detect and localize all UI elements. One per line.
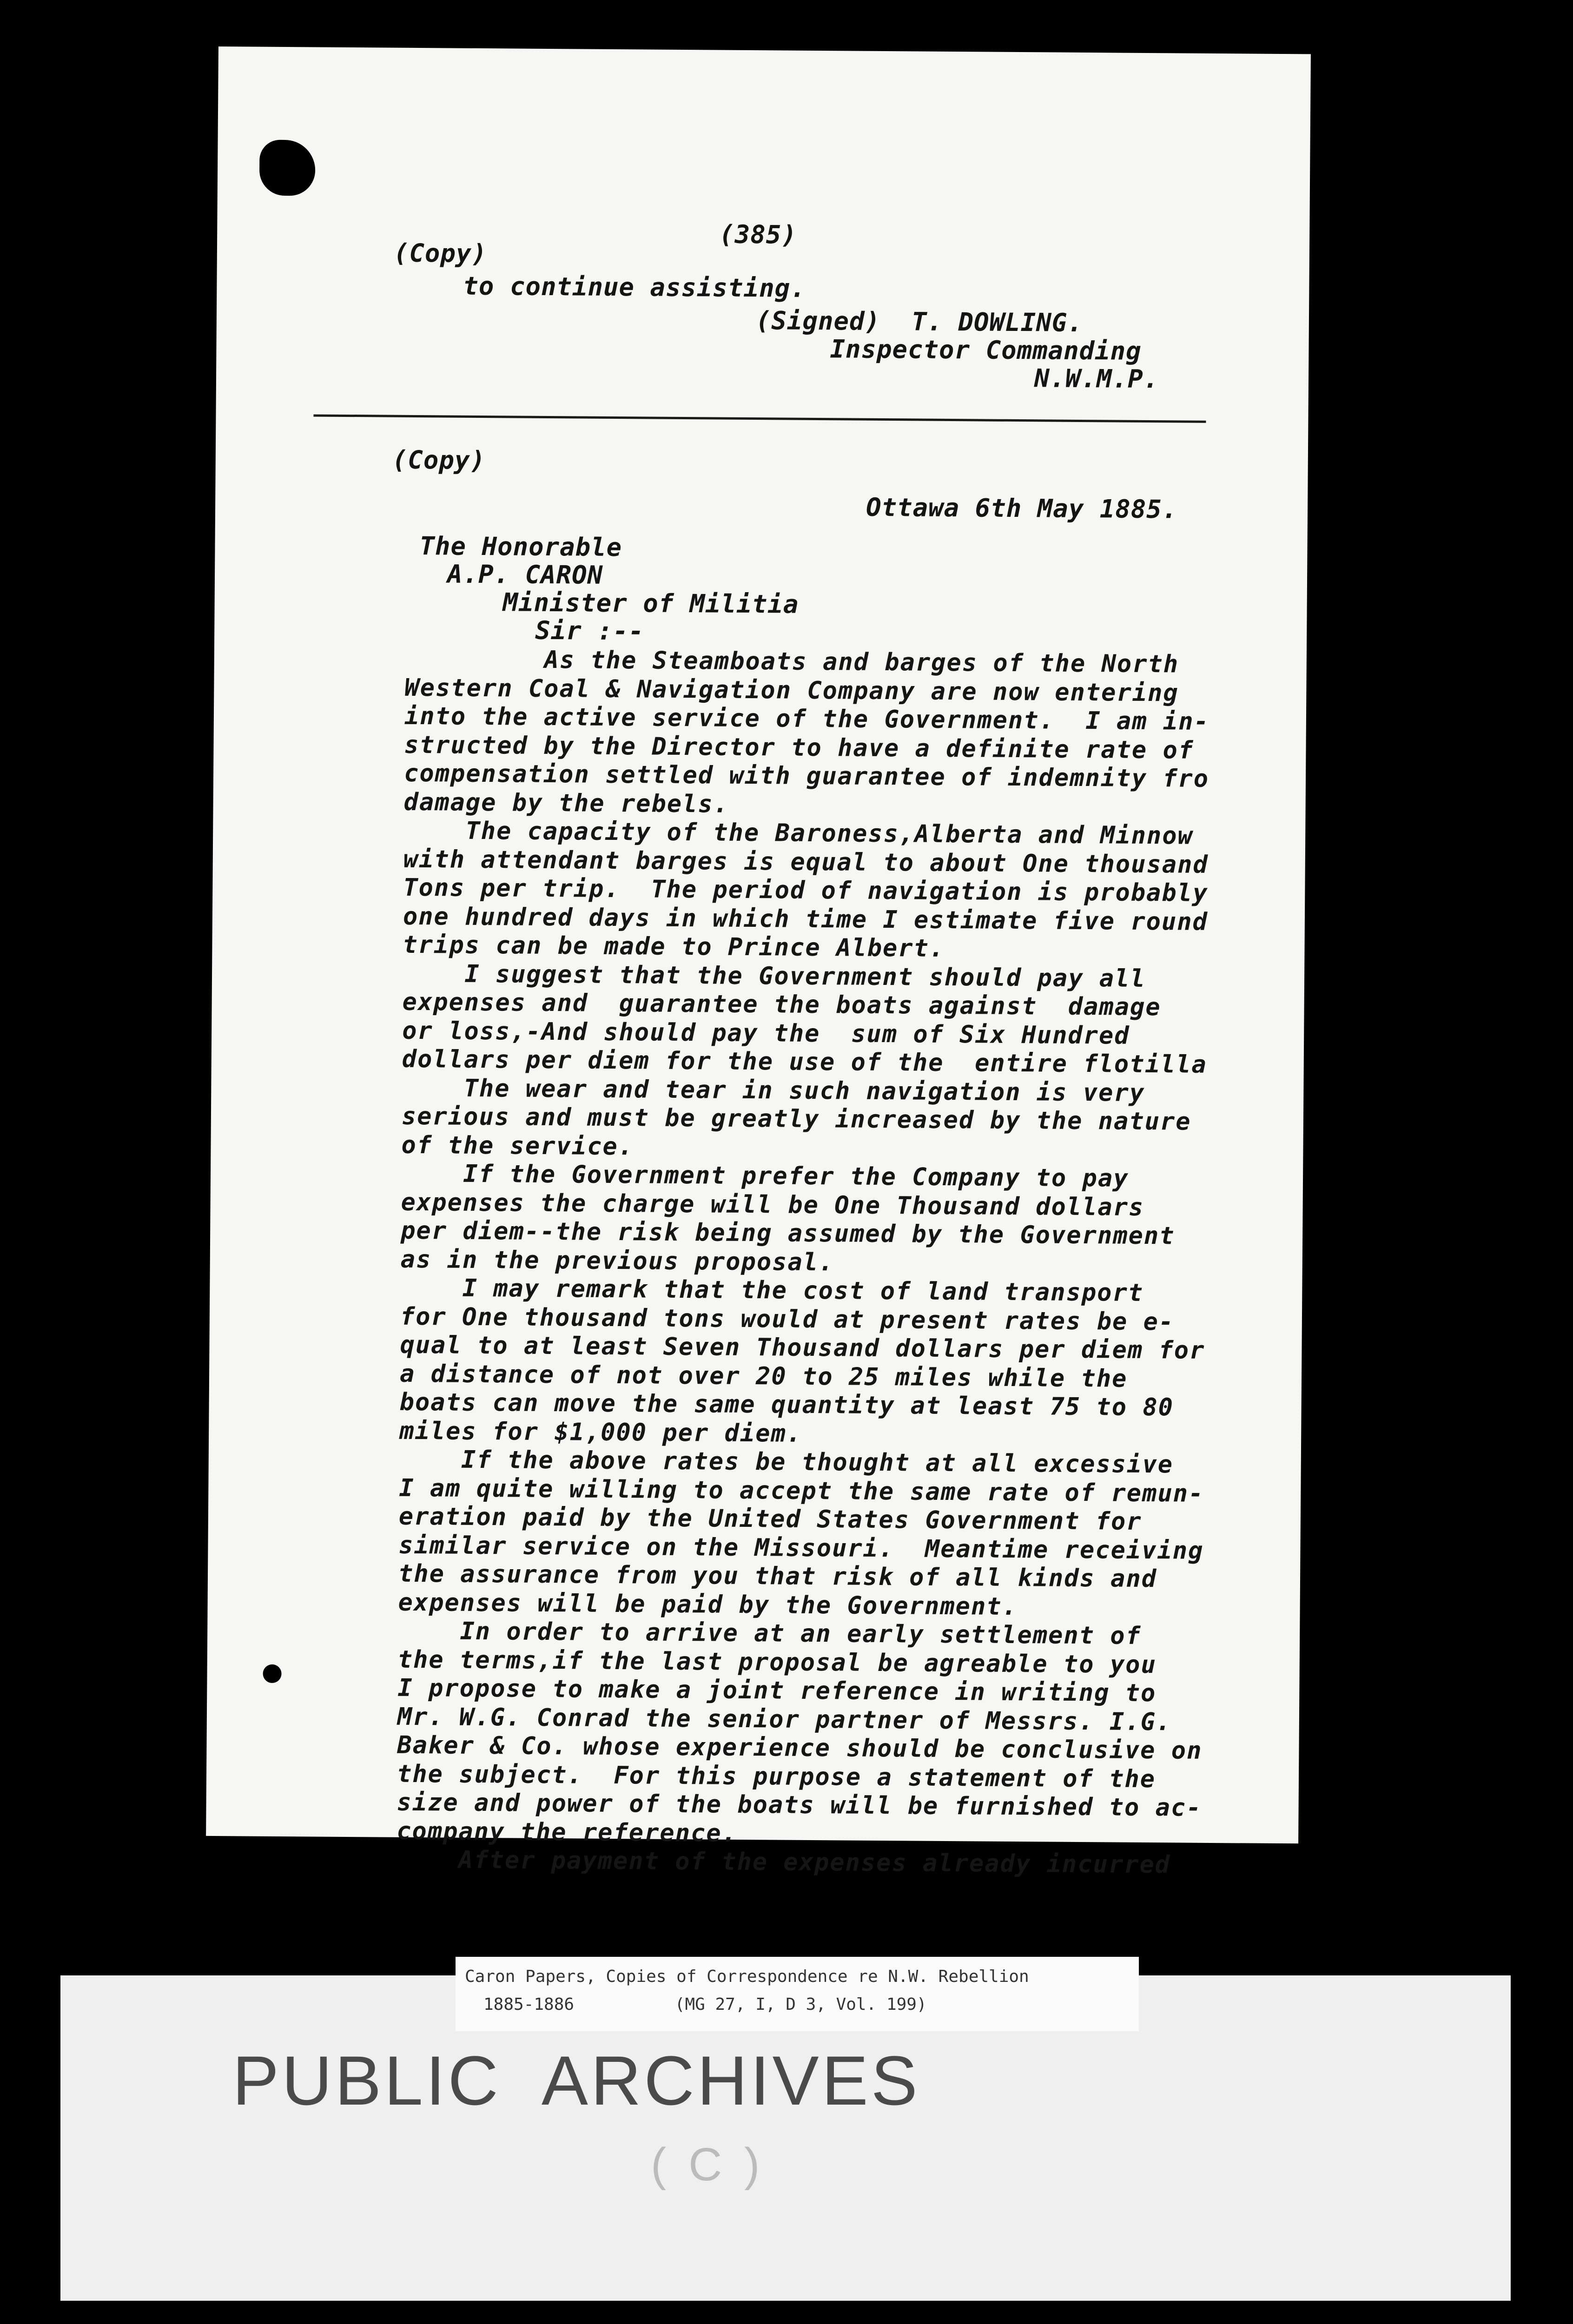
body-line: as in the previous proposal. bbox=[400, 1245, 834, 1276]
body-line: of the service. bbox=[401, 1131, 634, 1161]
archive-stamp-sub: ( C ) bbox=[651, 2139, 765, 2191]
archive-reference-line: 1885-1886 (MG 27, I, D 3, Vol. 199) bbox=[483, 1995, 927, 2014]
body-line: expenses the charge will be One Thousand dollars bbox=[401, 1188, 1144, 1221]
body-line: eration paid by the United States Government for bbox=[398, 1502, 1142, 1536]
body-line: miles for $1,000 per diem. bbox=[399, 1417, 802, 1448]
body-line: After payment of the expenses already incurred bbox=[396, 1845, 1171, 1879]
archive-reference-line: Caron Papers, Copies of Correspondence re N.W. Rebellion bbox=[465, 1967, 1029, 1986]
body-line: one hundred days in which time I estimate five round bbox=[403, 902, 1209, 936]
signatory-unit: N.W.M.P. bbox=[1034, 363, 1159, 394]
document-page bbox=[206, 46, 1311, 1879]
body-line: Baker & Co. whose experience should be conclusive on bbox=[397, 1731, 1203, 1765]
addressee-line: Minister of Militia bbox=[502, 588, 799, 619]
body-line: If the Government prefer the Company to pay bbox=[401, 1159, 1129, 1193]
body-line: The capacity of the Baroness,Alberta and Minnow bbox=[403, 816, 1194, 850]
body-line: serious and must be greatly increased by the nature bbox=[401, 1102, 1191, 1136]
body-line: boats can move the same quantity at least 75 to 80 bbox=[399, 1388, 1174, 1422]
body-line: expenses will be paid by the Government. bbox=[398, 1588, 1018, 1621]
divider-line bbox=[313, 414, 1206, 423]
body-line: a distance of not over 20 to 25 miles while the bbox=[399, 1360, 1128, 1393]
body-line: I suggest that the Government should pay all bbox=[402, 959, 1146, 993]
body-line: I may remark that the cost of land transport bbox=[400, 1274, 1144, 1307]
body-line: As the Steamboats and barges of the North bbox=[404, 645, 1179, 679]
body-line: structed by the Director to have a definite rate of bbox=[404, 731, 1194, 765]
body-line: the terms,if the last proposal be agreable to you bbox=[397, 1645, 1157, 1679]
body-line: The wear and tear in such navigation is very bbox=[402, 1074, 1145, 1107]
body-line: size and power of the boats will be furnished to ac- bbox=[397, 1788, 1202, 1822]
body-line: expenses and guarantee the boats against damage bbox=[402, 988, 1161, 1022]
body-line: qual to at least Seven Thousand dollars per diem for bbox=[400, 1331, 1205, 1365]
continuation-text: to continue assisting. bbox=[463, 271, 806, 303]
page-number: (385) bbox=[719, 219, 797, 250]
signature: (Signed) T. DOWLING. bbox=[755, 306, 1083, 337]
signatory-title: Inspector Commanding bbox=[830, 334, 1142, 366]
punch-hole bbox=[259, 140, 316, 196]
body-line: dollars per diem for the use of the entire flotilla bbox=[402, 1045, 1207, 1079]
body-line: similar service on the Missouri. Meantime receiving bbox=[398, 1531, 1204, 1565]
body-line: I propose to make a joint reference in writing to bbox=[397, 1674, 1157, 1708]
body-line: the assurance from you that risk of all kinds and bbox=[398, 1559, 1157, 1593]
body-line: for One thousand tons would at present rates be e- bbox=[400, 1302, 1175, 1336]
copy-label: (Copy) bbox=[393, 238, 488, 269]
body-line: Tons per trip. The period of navigation is probably bbox=[403, 873, 1209, 907]
body-line: If the above rates be thought at all excessive bbox=[399, 1445, 1174, 1479]
addressee-line: A.P. CARON bbox=[447, 559, 603, 590]
body-line: the subject. For this purpose a statement of the bbox=[397, 1760, 1156, 1793]
addressee-line: Sir :-- bbox=[535, 615, 645, 646]
body-line: Mr. W.G. Conrad the senior partner of Messrs. I.G. bbox=[397, 1703, 1172, 1736]
letter-date: Ottawa 6th May 1885. bbox=[866, 492, 1178, 524]
body-line: Western Coal & Navigation Company are now entering bbox=[404, 673, 1179, 707]
copy-label: (Copy) bbox=[392, 445, 486, 475]
body-line: trips can be made to Prince Albert. bbox=[403, 931, 945, 963]
body-line: I am quite willing to accept the same rate of remun- bbox=[399, 1474, 1204, 1508]
addressee-line: The Honorable bbox=[419, 531, 622, 562]
archive-stamp: PUBLIC ARCHIVES bbox=[232, 2041, 920, 2119]
body-line: with attendant barges is equal to about One thousand bbox=[403, 845, 1209, 879]
body-line: compensation settled with guarantee of indemnity fro bbox=[403, 759, 1209, 793]
body-line: company the reference. bbox=[396, 1817, 738, 1848]
archive-reference-card bbox=[456, 1957, 1139, 2031]
body-line: In order to arrive at an early settlement of bbox=[398, 1617, 1142, 1650]
body-line: or loss,-And should pay the sum of Six Hundred bbox=[402, 1017, 1130, 1050]
body-line: into the active service of the Government. I am in- bbox=[404, 702, 1210, 736]
body-line: per diem--the risk being assumed by the Government bbox=[401, 1216, 1175, 1250]
body-line: damage by the rebels. bbox=[403, 788, 729, 819]
punch-hole bbox=[263, 1664, 281, 1683]
